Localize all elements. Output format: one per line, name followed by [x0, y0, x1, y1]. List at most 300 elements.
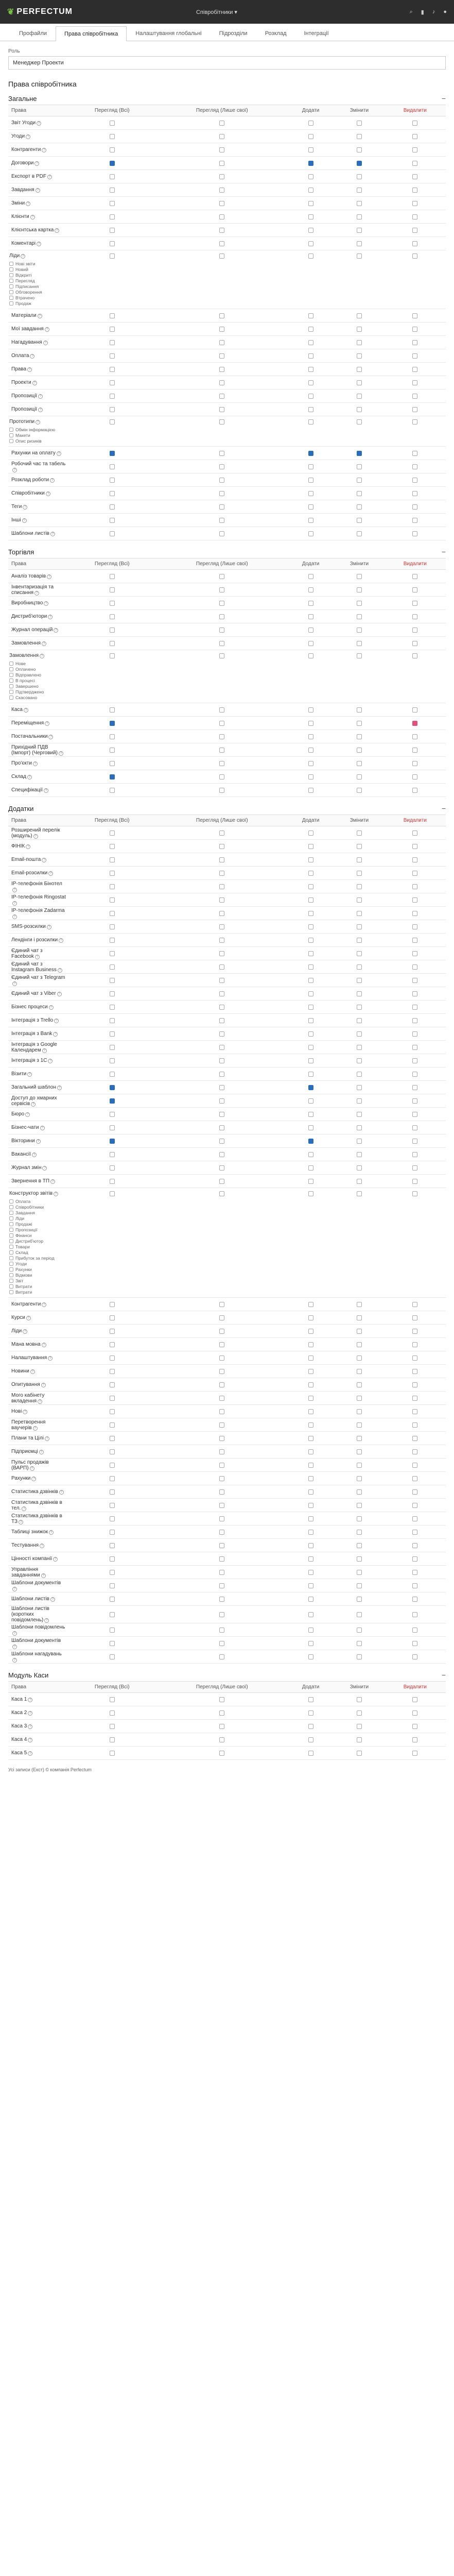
permission-checkbox[interactable]: [308, 464, 313, 469]
permission-checkbox[interactable]: [412, 1556, 417, 1562]
permission-checkbox[interactable]: [219, 407, 224, 412]
permission-checkbox[interactable]: [110, 380, 115, 385]
permission-checkbox[interactable]: [219, 761, 224, 766]
permission-checkbox[interactable]: [110, 228, 115, 233]
help-icon[interactable]: ?: [42, 1048, 47, 1053]
permission-checkbox[interactable]: [308, 1112, 313, 1117]
help-icon[interactable]: ?: [38, 1399, 42, 1404]
permission-checkbox[interactable]: [110, 201, 115, 206]
permission-checkbox[interactable]: [412, 628, 417, 633]
help-icon[interactable]: ?: [50, 1179, 55, 1184]
permission-checkbox[interactable]: [219, 628, 224, 633]
help-icon[interactable]: ?: [42, 1302, 46, 1307]
permission-checkbox[interactable]: [357, 1697, 362, 1702]
permission-checkbox[interactable]: [308, 938, 313, 943]
help-icon[interactable]: ?: [45, 1436, 49, 1441]
permission-checkbox[interactable]: [110, 857, 115, 862]
help-icon[interactable]: ?: [28, 1698, 32, 1702]
permission-checkbox[interactable]: [308, 1463, 313, 1468]
permission-checkbox[interactable]: [357, 241, 362, 246]
help-icon[interactable]: ?: [32, 381, 37, 385]
permission-checkbox[interactable]: [308, 134, 313, 139]
permission-checkbox[interactable]: [110, 601, 115, 606]
permission-checkbox[interactable]: [110, 1570, 115, 1575]
permission-checkbox[interactable]: [412, 871, 417, 876]
permission-checkbox[interactable]: [110, 1409, 115, 1414]
permission-checkbox[interactable]: [308, 531, 313, 536]
permission-checkbox[interactable]: [308, 734, 313, 739]
permission-checkbox[interactable]: [219, 788, 224, 793]
help-icon[interactable]: ?: [32, 1153, 37, 1157]
permission-checkbox[interactable]: [357, 1449, 362, 1454]
help-icon[interactable]: ?: [39, 1450, 44, 1454]
permission-checkbox[interactable]: [308, 1449, 313, 1454]
permission-checkbox[interactable]: [412, 761, 417, 766]
help-icon[interactable]: ?: [38, 394, 43, 399]
permission-checkbox[interactable]: [219, 1463, 224, 1468]
help-icon[interactable]: ?: [47, 574, 51, 579]
permission-checkbox[interactable]: [412, 831, 417, 836]
permission-checkbox[interactable]: [412, 394, 417, 399]
permission-checkbox[interactable]: [412, 1098, 417, 1104]
permission-checkbox[interactable]: [219, 188, 224, 193]
permission-checkbox[interactable]: [412, 464, 417, 469]
permission-checkbox[interactable]: [219, 721, 224, 726]
permission-checkbox[interactable]: [219, 1355, 224, 1361]
permission-checkbox[interactable]: [110, 1503, 115, 1508]
permission-checkbox[interactable]: [308, 978, 313, 983]
permission-checkbox[interactable]: [308, 574, 313, 579]
permission-checkbox[interactable]: [308, 214, 313, 219]
permission-checkbox[interactable]: [308, 1530, 313, 1535]
permission-checkbox[interactable]: [219, 1315, 224, 1320]
permission-checkbox[interactable]: [110, 327, 115, 332]
help-icon[interactable]: ?: [42, 858, 46, 862]
permission-checkbox[interactable]: [412, 1724, 417, 1729]
permission-checkbox[interactable]: [357, 991, 362, 996]
user-icon[interactable]: ●: [443, 8, 447, 15]
help-icon[interactable]: ?: [44, 1618, 49, 1623]
sub-checkbox[interactable]: [9, 1279, 13, 1283]
permission-checkbox[interactable]: [219, 313, 224, 318]
permission-checkbox[interactable]: [219, 1543, 224, 1548]
permission-checkbox[interactable]: [308, 587, 313, 592]
help-icon[interactable]: ?: [40, 654, 44, 658]
permission-checkbox[interactable]: [110, 1125, 115, 1130]
permission-checkbox[interactable]: [219, 748, 224, 753]
help-icon[interactable]: ?: [53, 1032, 58, 1037]
permission-checkbox[interactable]: [308, 1737, 313, 1742]
permission-checkbox[interactable]: [110, 464, 115, 469]
permission-checkbox[interactable]: [357, 1112, 362, 1117]
permission-checkbox[interactable]: [308, 1191, 313, 1196]
permission-checkbox[interactable]: [357, 1072, 362, 1077]
permission-checkbox[interactable]: [219, 884, 224, 889]
help-icon[interactable]: ?: [33, 761, 38, 766]
permission-checkbox[interactable]: [357, 313, 362, 318]
permission-checkbox[interactable]: [110, 504, 115, 510]
help-icon[interactable]: ?: [37, 242, 41, 246]
sub-checkbox[interactable]: [9, 428, 13, 432]
help-icon[interactable]: ?: [23, 1329, 27, 1334]
permission-checkbox[interactable]: [110, 340, 115, 345]
permission-checkbox[interactable]: [219, 991, 224, 996]
sub-checkbox[interactable]: [9, 1222, 13, 1226]
help-icon[interactable]: ?: [54, 1019, 59, 1023]
permission-checkbox[interactable]: [110, 394, 115, 399]
permission-checkbox[interactable]: [219, 1570, 224, 1575]
permission-checkbox[interactable]: [110, 1612, 115, 1617]
permission-checkbox[interactable]: [110, 1072, 115, 1077]
permission-checkbox[interactable]: [219, 1710, 224, 1716]
role-select[interactable]: Менеджер Проекти: [8, 56, 446, 70]
permission-checkbox[interactable]: [110, 1422, 115, 1428]
sub-checkbox[interactable]: [9, 1211, 13, 1215]
permission-checkbox[interactable]: [219, 1125, 224, 1130]
permission-checkbox[interactable]: [219, 1139, 224, 1144]
permission-checkbox[interactable]: [219, 614, 224, 619]
permission-checkbox[interactable]: [357, 134, 362, 139]
help-icon[interactable]: ?: [25, 1112, 30, 1117]
permission-checkbox[interactable]: [219, 1396, 224, 1401]
permission-checkbox[interactable]: [308, 1697, 313, 1702]
help-icon[interactable]: ?: [59, 1490, 64, 1495]
permission-checkbox[interactable]: [219, 911, 224, 916]
sub-checkbox[interactable]: [9, 262, 13, 266]
help-icon[interactable]: ?: [23, 505, 27, 510]
permission-checkbox[interactable]: [308, 761, 313, 766]
permission-checkbox[interactable]: [219, 531, 224, 536]
help-icon[interactable]: ?: [59, 938, 63, 943]
sub-checkbox[interactable]: [9, 279, 13, 283]
permission-checkbox[interactable]: [412, 1369, 417, 1374]
permission-checkbox[interactable]: [110, 147, 115, 152]
sub-checkbox[interactable]: [9, 439, 13, 443]
permission-checkbox[interactable]: [308, 844, 313, 849]
permission-checkbox[interactable]: [110, 707, 115, 713]
sub-checkbox[interactable]: [9, 290, 13, 294]
permission-checkbox[interactable]: [308, 1085, 313, 1090]
permission-checkbox[interactable]: [219, 478, 224, 483]
permission-checkbox[interactable]: [412, 353, 417, 359]
permission-checkbox[interactable]: [110, 991, 115, 996]
help-icon[interactable]: ?: [42, 148, 46, 152]
permission-checkbox[interactable]: [357, 761, 362, 766]
permission-checkbox[interactable]: [357, 938, 362, 943]
help-icon[interactable]: ?: [40, 1544, 44, 1548]
permission-checkbox[interactable]: [219, 1191, 224, 1196]
permission-checkbox[interactable]: [308, 1072, 313, 1077]
permission-checkbox[interactable]: [412, 1530, 417, 1535]
permission-checkbox[interactable]: [219, 1654, 224, 1659]
permission-checkbox[interactable]: [357, 327, 362, 332]
permission-checkbox[interactable]: [357, 924, 362, 929]
tab-0[interactable]: Профайли: [19, 30, 47, 37]
permission-checkbox[interactable]: [219, 327, 224, 332]
permission-checkbox[interactable]: [357, 1139, 362, 1144]
permission-checkbox[interactable]: [110, 134, 115, 139]
help-icon[interactable]: ?: [33, 1426, 38, 1431]
help-icon[interactable]: ?: [50, 1597, 55, 1602]
permission-checkbox[interactable]: [308, 1045, 313, 1050]
collapse-icon[interactable]: −: [441, 1671, 446, 1679]
permission-checkbox[interactable]: [308, 721, 313, 726]
permission-checkbox[interactable]: [308, 1641, 313, 1646]
help-icon[interactable]: ?: [26, 844, 30, 849]
permission-checkbox[interactable]: [110, 1018, 115, 1023]
sub-checkbox[interactable]: [9, 1273, 13, 1277]
permission-checkbox[interactable]: [357, 1382, 362, 1387]
permission-checkbox[interactable]: [357, 1516, 362, 1521]
permission-checkbox[interactable]: [412, 1449, 417, 1454]
permission-checkbox[interactable]: [357, 1543, 362, 1548]
permission-checkbox[interactable]: [110, 1191, 115, 1196]
permission-checkbox[interactable]: [357, 978, 362, 983]
permission-checkbox[interactable]: [357, 1005, 362, 1010]
permission-checkbox[interactable]: [412, 788, 417, 793]
permission-checkbox[interactable]: [412, 991, 417, 996]
permission-checkbox[interactable]: [219, 340, 224, 345]
permission-checkbox[interactable]: [357, 1085, 362, 1090]
permission-checkbox[interactable]: [357, 518, 362, 523]
sub-checkbox[interactable]: [9, 696, 13, 700]
permission-checkbox[interactable]: [110, 587, 115, 592]
permission-checkbox[interactable]: [219, 241, 224, 246]
help-icon[interactable]: ?: [31, 1477, 36, 1481]
help-icon[interactable]: ?: [57, 992, 62, 996]
help-icon[interactable]: ?: [30, 1466, 34, 1471]
permission-checkbox[interactable]: [308, 1710, 313, 1716]
help-icon[interactable]: ?: [59, 751, 63, 756]
permission-checkbox[interactable]: [412, 1463, 417, 1468]
permission-checkbox[interactable]: [219, 419, 224, 425]
permission-checkbox[interactable]: [412, 587, 417, 592]
sub-checkbox[interactable]: [9, 1262, 13, 1266]
permission-checkbox[interactable]: [308, 641, 313, 646]
help-icon[interactable]: ?: [26, 1316, 31, 1320]
permission-checkbox[interactable]: [308, 419, 313, 425]
permission-checkbox[interactable]: [357, 1045, 362, 1050]
permission-checkbox[interactable]: [308, 601, 313, 606]
permission-checkbox[interactable]: [357, 628, 362, 633]
permission-checkbox[interactable]: [110, 1751, 115, 1756]
permission-checkbox[interactable]: [219, 518, 224, 523]
permission-checkbox[interactable]: [357, 641, 362, 646]
permission-checkbox[interactable]: [308, 407, 313, 412]
permission-checkbox[interactable]: [219, 601, 224, 606]
permission-checkbox[interactable]: [357, 748, 362, 753]
permission-checkbox[interactable]: [357, 1710, 362, 1716]
permission-checkbox[interactable]: [219, 1085, 224, 1090]
permission-checkbox[interactable]: [308, 491, 313, 496]
permission-checkbox[interactable]: [412, 1737, 417, 1742]
permission-checkbox[interactable]: [110, 748, 115, 753]
permission-checkbox[interactable]: [219, 964, 224, 970]
permission-checkbox[interactable]: [412, 1597, 417, 1602]
permission-checkbox[interactable]: [219, 1556, 224, 1562]
help-icon[interactable]: ?: [12, 901, 17, 906]
permission-checkbox[interactable]: [357, 911, 362, 916]
permission-checkbox[interactable]: [357, 964, 362, 970]
permission-checkbox[interactable]: [357, 1409, 362, 1414]
permission-checkbox[interactable]: [110, 897, 115, 903]
sub-checkbox[interactable]: [9, 1256, 13, 1260]
permission-checkbox[interactable]: [219, 1436, 224, 1441]
permission-checkbox[interactable]: [412, 380, 417, 385]
permission-checkbox[interactable]: [219, 1005, 224, 1010]
permission-checkbox[interactable]: [412, 1058, 417, 1063]
help-icon[interactable]: ?: [36, 1139, 41, 1144]
sub-checkbox[interactable]: [9, 684, 13, 688]
permission-checkbox[interactable]: [357, 897, 362, 903]
permission-checkbox[interactable]: [219, 451, 224, 456]
permission-checkbox[interactable]: [219, 1503, 224, 1508]
permission-checkbox[interactable]: [308, 1355, 313, 1361]
sub-checkbox[interactable]: [9, 1233, 13, 1238]
permission-checkbox[interactable]: [412, 1641, 417, 1646]
tab-5[interactable]: Інтеграції: [304, 30, 329, 37]
permission-checkbox[interactable]: [412, 734, 417, 739]
permission-checkbox[interactable]: [219, 1724, 224, 1729]
permission-checkbox[interactable]: [412, 897, 417, 903]
permission-checkbox[interactable]: [308, 253, 313, 259]
permission-checkbox[interactable]: [219, 1641, 224, 1646]
help-icon[interactable]: ?: [21, 254, 25, 259]
permission-checkbox[interactable]: [357, 228, 362, 233]
permission-checkbox[interactable]: [110, 1489, 115, 1495]
permission-checkbox[interactable]: [412, 1612, 417, 1617]
permission-checkbox[interactable]: [308, 504, 313, 510]
permission-checkbox[interactable]: [412, 1191, 417, 1196]
permission-checkbox[interactable]: [308, 188, 313, 193]
permission-checkbox[interactable]: [308, 1436, 313, 1441]
permission-checkbox[interactable]: [308, 707, 313, 713]
permission-checkbox[interactable]: [412, 504, 417, 510]
sub-checkbox[interactable]: [9, 433, 13, 437]
permission-checkbox[interactable]: [308, 1556, 313, 1562]
permission-checkbox[interactable]: [412, 1396, 417, 1401]
help-icon[interactable]: ?: [23, 1410, 27, 1414]
permission-checkbox[interactable]: [219, 491, 224, 496]
help-icon[interactable]: ?: [41, 1573, 46, 1578]
sub-checkbox[interactable]: [9, 296, 13, 300]
sub-checkbox[interactable]: [9, 267, 13, 272]
permission-checkbox[interactable]: [357, 1583, 362, 1588]
help-icon[interactable]: ?: [48, 1059, 53, 1063]
help-icon[interactable]: ?: [55, 228, 59, 233]
permission-checkbox[interactable]: [357, 774, 362, 779]
search-icon[interactable]: ⌕: [409, 8, 413, 15]
permission-checkbox[interactable]: [357, 147, 362, 152]
permission-checkbox[interactable]: [110, 1045, 115, 1050]
permission-checkbox[interactable]: [219, 121, 224, 126]
permission-checkbox[interactable]: [412, 253, 417, 259]
permission-checkbox[interactable]: [412, 951, 417, 956]
permission-checkbox[interactable]: [308, 1628, 313, 1633]
permission-checkbox[interactable]: [308, 614, 313, 619]
sub-checkbox[interactable]: [9, 1216, 13, 1221]
permission-checkbox[interactable]: [308, 1654, 313, 1659]
permission-checkbox[interactable]: [110, 1098, 115, 1104]
permission-checkbox[interactable]: [219, 1422, 224, 1428]
permission-checkbox[interactable]: [412, 1329, 417, 1334]
permission-checkbox[interactable]: [110, 1165, 115, 1171]
help-icon[interactable]: ?: [31, 1102, 36, 1107]
permission-checkbox[interactable]: [412, 1382, 417, 1387]
permission-checkbox[interactable]: [412, 134, 417, 139]
permission-checkbox[interactable]: [110, 1641, 115, 1646]
permission-checkbox[interactable]: [110, 911, 115, 916]
permission-checkbox[interactable]: [357, 1597, 362, 1602]
permission-checkbox[interactable]: [412, 1355, 417, 1361]
permission-checkbox[interactable]: [308, 951, 313, 956]
permission-checkbox[interactable]: [357, 1436, 362, 1441]
permission-checkbox[interactable]: [412, 1139, 417, 1144]
permission-checkbox[interactable]: [308, 1302, 313, 1307]
permission-checkbox[interactable]: [110, 761, 115, 766]
permission-checkbox[interactable]: [308, 340, 313, 345]
permission-checkbox[interactable]: [219, 504, 224, 510]
permission-checkbox[interactable]: [219, 1179, 224, 1184]
permission-checkbox[interactable]: [219, 844, 224, 849]
permission-checkbox[interactable]: [308, 1329, 313, 1334]
permission-checkbox[interactable]: [110, 518, 115, 523]
help-icon[interactable]: ?: [22, 1506, 26, 1511]
permission-checkbox[interactable]: [308, 1503, 313, 1508]
permission-checkbox[interactable]: [412, 1152, 417, 1157]
help-icon[interactable]: ?: [12, 1658, 17, 1663]
permission-checkbox[interactable]: [308, 367, 313, 372]
permission-checkbox[interactable]: [412, 188, 417, 193]
permission-checkbox[interactable]: [308, 353, 313, 359]
permission-checkbox[interactable]: [357, 1489, 362, 1495]
permission-checkbox[interactable]: [308, 1031, 313, 1037]
permission-checkbox[interactable]: [357, 1031, 362, 1037]
tab-1[interactable]: Права співробітника: [56, 26, 127, 41]
permission-checkbox[interactable]: [110, 1516, 115, 1521]
permission-checkbox[interactable]: [110, 1724, 115, 1729]
permission-checkbox[interactable]: [412, 407, 417, 412]
permission-checkbox[interactable]: [412, 1476, 417, 1481]
permission-checkbox[interactable]: [219, 1342, 224, 1347]
permission-checkbox[interactable]: [357, 214, 362, 219]
help-icon[interactable]: ?: [27, 1072, 32, 1077]
help-icon[interactable]: ?: [34, 591, 39, 596]
help-icon[interactable]: ?: [12, 1645, 17, 1649]
permission-checkbox[interactable]: [308, 1369, 313, 1374]
permission-checkbox[interactable]: [308, 241, 313, 246]
permission-checkbox[interactable]: [412, 147, 417, 152]
permission-checkbox[interactable]: [357, 1422, 362, 1428]
permission-checkbox[interactable]: [412, 1570, 417, 1575]
permission-checkbox[interactable]: [412, 327, 417, 332]
permission-checkbox[interactable]: [219, 201, 224, 206]
permission-checkbox[interactable]: [219, 951, 224, 956]
permission-checkbox[interactable]: [308, 518, 313, 523]
permission-checkbox[interactable]: [110, 1476, 115, 1481]
permission-checkbox[interactable]: [219, 1530, 224, 1535]
permission-checkbox[interactable]: [308, 788, 313, 793]
module-selector[interactable]: Співробітники ▾: [196, 9, 237, 15]
permission-checkbox[interactable]: [219, 1751, 224, 1756]
permission-checkbox[interactable]: [219, 924, 224, 929]
permission-checkbox[interactable]: [110, 1737, 115, 1742]
help-icon[interactable]: ?: [36, 188, 40, 193]
permission-checkbox[interactable]: [110, 1463, 115, 1468]
permission-checkbox[interactable]: [110, 721, 115, 726]
permission-checkbox[interactable]: [110, 871, 115, 876]
permission-checkbox[interactable]: [412, 121, 417, 126]
